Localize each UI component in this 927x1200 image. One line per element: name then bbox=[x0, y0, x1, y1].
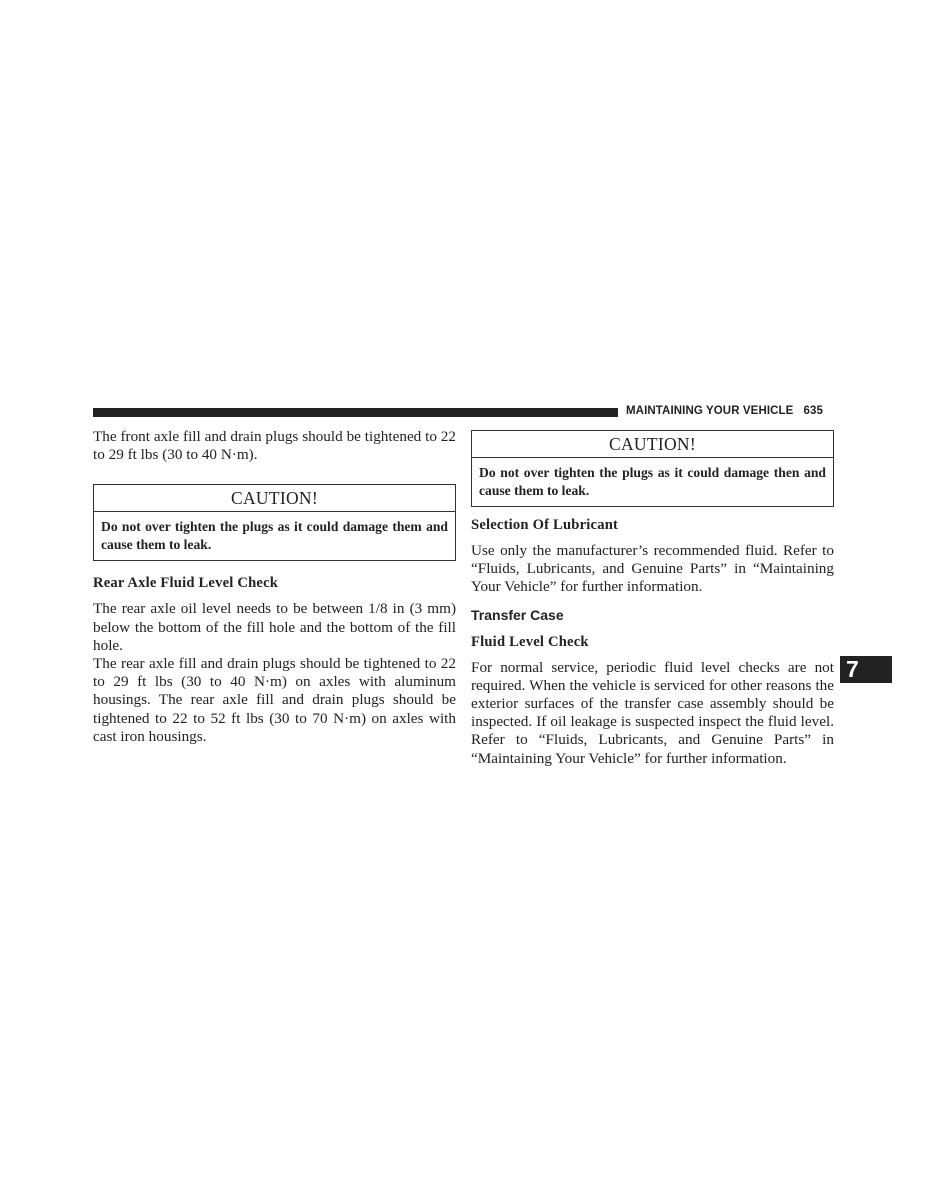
lubricant-heading: Selection Of Lubricant bbox=[471, 517, 619, 533]
rear-axle-heading: Rear Axle Fluid Level Check bbox=[93, 575, 279, 592]
chapter-number: 7 bbox=[846, 656, 859, 682]
section-title: MAINTAINING YOUR VEHICLE bbox=[626, 405, 794, 417]
front-axle-paragraph: The front axle fill and drain plugs should be tightened to 22 to 29 ft lbs (30 to 40 N·m). bbox=[93, 428, 456, 464]
running-header bbox=[626, 405, 823, 417]
rear-axle-level-paragraph: The rear axle oil level needs to be between 1/8 in (3 mm) below the bottom of the fill hole and the bottom of the fill hole. bbox=[93, 600, 456, 654]
chapter-tab bbox=[840, 656, 892, 683]
rear-axle-plugs-paragraph: The rear axle fill and drain plugs should be tightened to 22 to 29 ft lbs (30 to 40 N·m) on axles with aluminum housings. The rear axle fill and drain plugs should be tightened to 22 to 52 ft lbs (30 to 70 N·m) on axles with cast iron housings. bbox=[93, 655, 456, 745]
transfer-case-heading: Transfer Case bbox=[471, 606, 564, 623]
caution-text: Do not over tighten the plugs as it could damage then and cause them to leak. bbox=[479, 465, 826, 498]
header-rule bbox=[93, 408, 618, 417]
caution-box-left bbox=[93, 484, 456, 561]
right-column bbox=[471, 430, 834, 768]
caution-title: CAUTION! bbox=[472, 431, 833, 458]
caution-box-right bbox=[471, 430, 834, 507]
fluid-level-paragraph: For normal service, periodic fluid level checks are not required. When the vehicle is serviced for other reasons the exterior surfaces of the transfer case assembly should be inspected. If oil leakage is suspected inspect the fluid level. Refer to “Fluids, Lubricants, and Genuine Parts” in “Maintaining Your Vehicle” for further information. bbox=[471, 658, 834, 767]
page-number: 635 bbox=[803, 405, 823, 417]
caution-title: CAUTION! bbox=[94, 485, 455, 512]
caution-text: Do not over tighten the plugs as it could damage them and cause them to leak. bbox=[101, 519, 448, 553]
lubricant-paragraph: Use only the manufacturer’s recommended fluid. Refer to “Fluids, Lubricants, and Genuine Parts” in “Maintaining Your Vehicle” for further information. bbox=[471, 542, 834, 596]
fluid-level-heading: Fluid Level Check bbox=[471, 633, 589, 650]
left-column bbox=[93, 428, 456, 746]
